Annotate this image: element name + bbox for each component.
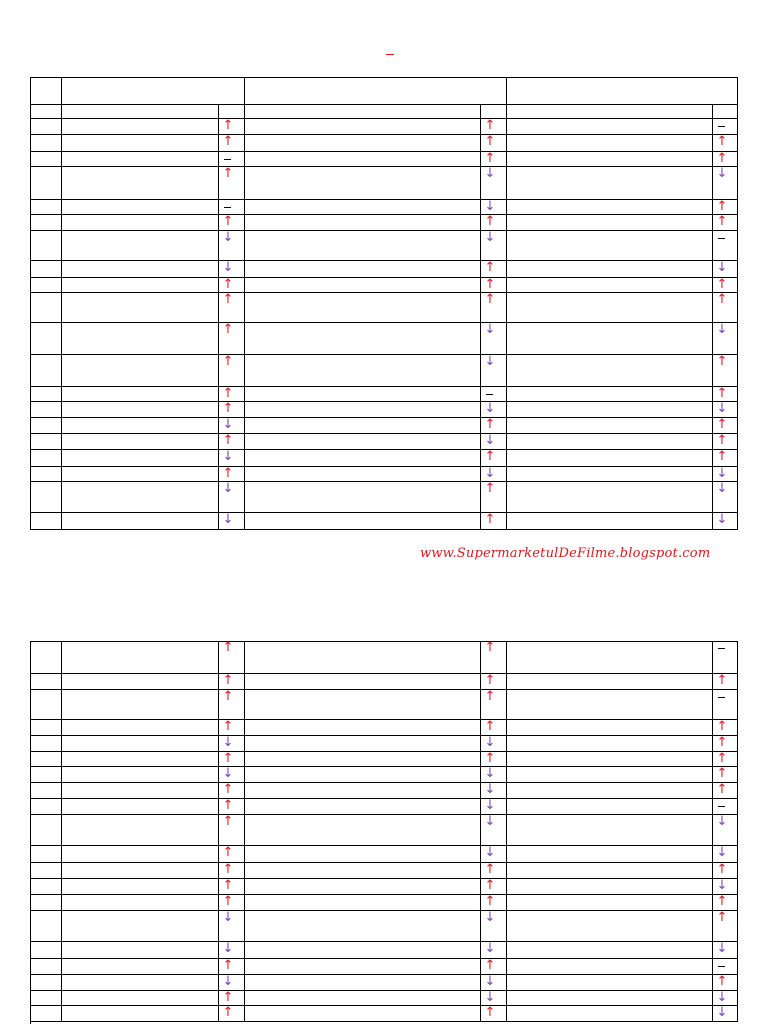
table-1	[30, 77, 738, 529]
arrow-down-icon: ↓	[716, 481, 728, 496]
table-row	[30, 690, 738, 720]
table-row	[30, 752, 738, 767]
dash-icon	[718, 648, 725, 649]
arrow-down-icon: ↓	[716, 401, 728, 416]
column-divider	[244, 77, 245, 530]
arrow-up-icon: ↑	[484, 512, 496, 527]
dash-icon	[224, 207, 231, 208]
arrow-up-icon: ↑	[484, 719, 496, 734]
arrow-up-icon: ↑	[484, 1005, 496, 1020]
table-row	[30, 119, 738, 135]
arrow-up-icon: ↑	[222, 990, 234, 1005]
arrow-up-icon: ↑	[484, 151, 496, 166]
arrow-up-icon: ↑	[484, 673, 496, 688]
arrow-up-icon: ↑	[222, 322, 234, 337]
arrow-up-icon: ↑	[222, 277, 234, 292]
table-row	[30, 799, 738, 815]
arrow-down-icon: ↓	[716, 845, 728, 860]
arrow-down-icon: ↓	[222, 910, 234, 925]
arrow-down-icon: ↓	[484, 466, 496, 481]
arrow-up-icon: ↑	[222, 798, 234, 813]
arrow-up-icon: ↑	[484, 214, 496, 229]
table-row	[30, 293, 738, 323]
column-divider	[480, 105, 481, 530]
table-row	[30, 783, 738, 799]
arrow-down-icon: ↓	[716, 878, 728, 893]
arrow-up-icon: ↑	[222, 118, 234, 133]
arrow-up-icon: ↑	[716, 673, 728, 688]
dash-icon	[718, 126, 725, 127]
arrow-up-icon: ↑	[222, 354, 234, 369]
arrow-up-icon: ↑	[484, 878, 496, 893]
column-divider	[218, 105, 219, 530]
table-row	[30, 674, 738, 690]
arrow-up-icon: ↑	[484, 894, 496, 909]
arrow-up-icon: ↑	[484, 481, 496, 496]
arrow-up-icon: ↑	[222, 751, 234, 766]
arrow-up-icon: ↑	[716, 277, 728, 292]
arrow-down-icon: ↓	[222, 260, 234, 275]
arrow-down-icon: ↓	[484, 941, 496, 956]
table-row	[30, 467, 738, 482]
table-row	[30, 767, 738, 783]
arrow-up-icon: ↑	[222, 845, 234, 860]
watermark-link[interactable]: www.SupermarketulDeFilme.blogspot.com	[420, 546, 711, 561]
arrow-down-icon: ↓	[484, 322, 496, 337]
arrow-up-icon: ↑	[716, 974, 728, 989]
column-divider	[506, 641, 507, 1022]
table-row	[30, 942, 738, 959]
arrow-down-icon: ↓	[716, 990, 728, 1005]
arrow-up-icon: ↑	[222, 878, 234, 893]
arrow-down-icon: ↓	[716, 166, 728, 181]
arrow-up-icon: ↑	[222, 894, 234, 909]
arrow-down-icon: ↓	[484, 814, 496, 829]
arrow-up-icon: ↑	[222, 1005, 234, 1020]
arrow-down-icon: ↓	[484, 354, 496, 369]
arrow-up-icon: ↑	[716, 751, 728, 766]
dash-icon	[718, 238, 725, 239]
arrow-up-icon: ↑	[716, 910, 728, 925]
arrow-up-icon: ↑	[222, 640, 234, 655]
arrow-up-icon: ↑	[484, 958, 496, 973]
arrow-up-icon: ↑	[222, 814, 234, 829]
arrow-down-icon: ↓	[716, 1005, 728, 1020]
arrow-down-icon: ↓	[484, 735, 496, 750]
arrow-up-icon: ↑	[222, 719, 234, 734]
arrow-up-icon: ↑	[222, 466, 234, 481]
arrow-down-icon: ↓	[716, 512, 728, 527]
table-row	[30, 387, 738, 402]
table-row	[30, 1006, 738, 1022]
arrow-up-icon: ↑	[716, 354, 728, 369]
table-row	[30, 434, 738, 450]
arrow-up-icon: ↑	[484, 277, 496, 292]
arrow-down-icon: ↓	[484, 230, 496, 245]
column-divider	[737, 641, 738, 1022]
table-row	[30, 152, 738, 167]
table-row	[30, 135, 738, 152]
arrow-up-icon: ↑	[222, 214, 234, 229]
arrow-up-icon: ↑	[222, 958, 234, 973]
arrow-down-icon: ↓	[484, 990, 496, 1005]
column-divider	[712, 641, 713, 1022]
arrow-up-icon: ↑	[222, 386, 234, 401]
table-row	[30, 720, 738, 736]
arrow-up-icon: ↑	[222, 166, 234, 181]
arrow-up-icon: ↑	[484, 260, 496, 275]
table-row	[30, 418, 738, 434]
arrow-down-icon: ↓	[484, 199, 496, 214]
arrow-down-icon: ↓	[222, 230, 234, 245]
arrow-down-icon: ↓	[716, 814, 728, 829]
arrow-up-icon: ↑	[484, 640, 496, 655]
arrow-up-icon: ↑	[484, 292, 496, 307]
arrow-down-icon: ↓	[716, 466, 728, 481]
arrow-up-icon: ↑	[222, 401, 234, 416]
arrow-up-icon: ↑	[716, 386, 728, 401]
arrow-up-icon: ↑	[484, 417, 496, 432]
arrow-down-icon: ↓	[484, 433, 496, 448]
table-row	[30, 513, 738, 530]
table-row	[30, 911, 738, 942]
table-row	[30, 231, 738, 261]
column-divider	[30, 77, 31, 530]
arrow-down-icon: ↓	[222, 941, 234, 956]
table-row	[30, 323, 738, 355]
arrow-down-icon: ↓	[222, 735, 234, 750]
table-row	[30, 879, 738, 895]
arrow-up-icon: ↑	[222, 689, 234, 704]
table-row	[30, 736, 738, 752]
arrow-up-icon: ↑	[716, 151, 728, 166]
arrow-down-icon: ↓	[222, 512, 234, 527]
title-mark	[386, 54, 394, 55]
arrow-up-icon: ↑	[716, 134, 728, 149]
arrow-up-icon: ↑	[222, 782, 234, 797]
column-divider	[61, 641, 62, 1022]
arrow-down-icon: ↓	[222, 481, 234, 496]
arrow-down-icon: ↓	[484, 910, 496, 925]
arrow-up-icon: ↑	[222, 134, 234, 149]
arrow-up-icon: ↑	[716, 862, 728, 877]
arrow-up-icon: ↑	[716, 735, 728, 750]
arrow-up-icon: ↑	[716, 199, 728, 214]
column-divider	[480, 641, 481, 1022]
table-row	[30, 641, 738, 674]
arrow-down-icon: ↓	[222, 766, 234, 781]
arrow-up-icon: ↑	[716, 449, 728, 464]
column-divider	[737, 77, 738, 530]
arrow-down-icon: ↓	[716, 322, 728, 337]
dash-icon	[718, 966, 725, 967]
arrow-up-icon: ↑	[716, 417, 728, 432]
table-row	[30, 450, 738, 467]
table-row	[30, 167, 738, 200]
column-divider	[61, 77, 62, 530]
table-row	[30, 991, 738, 1006]
arrow-up-icon: ↑	[716, 894, 728, 909]
table-row	[30, 975, 738, 991]
table-row	[30, 355, 738, 387]
arrow-down-icon: ↓	[484, 845, 496, 860]
arrow-up-icon: ↑	[716, 782, 728, 797]
table-header-row	[30, 77, 738, 105]
table-row	[30, 846, 738, 863]
arrow-up-icon: ↑	[484, 862, 496, 877]
table-subheader-row	[30, 105, 738, 119]
table-row	[30, 863, 738, 879]
arrow-up-icon: ↑	[716, 433, 728, 448]
arrow-up-icon: ↑	[484, 134, 496, 149]
arrow-down-icon: ↓	[484, 798, 496, 813]
arrow-down-icon: ↓	[484, 166, 496, 181]
arrow-up-icon: ↑	[716, 719, 728, 734]
table-row	[30, 215, 738, 231]
arrow-down-icon: ↓	[222, 417, 234, 432]
column-divider	[244, 641, 245, 1022]
table-2	[30, 641, 738, 1024]
dash-icon	[224, 159, 231, 160]
arrow-up-icon: ↑	[484, 751, 496, 766]
arrow-down-icon: ↓	[484, 766, 496, 781]
arrow-down-icon: ↓	[222, 449, 234, 464]
arrow-down-icon: ↓	[716, 941, 728, 956]
arrow-down-icon: ↓	[484, 401, 496, 416]
table-row	[30, 200, 738, 215]
arrow-up-icon: ↑	[716, 766, 728, 781]
arrow-up-icon: ↑	[484, 689, 496, 704]
arrow-down-icon: ↓	[222, 974, 234, 989]
column-divider	[218, 641, 219, 1022]
column-divider	[712, 105, 713, 530]
table-row	[30, 402, 738, 418]
arrow-up-icon: ↑	[716, 292, 728, 307]
arrow-up-icon: ↑	[222, 673, 234, 688]
table-row	[30, 815, 738, 846]
arrow-down-icon: ↓	[484, 974, 496, 989]
arrow-up-icon: ↑	[484, 449, 496, 464]
dash-icon	[718, 806, 725, 807]
arrow-up-icon: ↑	[222, 433, 234, 448]
arrow-down-icon: ↓	[484, 782, 496, 797]
table-row	[30, 261, 738, 278]
arrow-up-icon: ↑	[484, 118, 496, 133]
table-row	[30, 895, 738, 911]
dash-icon	[718, 697, 725, 698]
column-divider	[506, 77, 507, 530]
table-row	[30, 959, 738, 975]
arrow-down-icon: ↓	[716, 260, 728, 275]
arrow-up-icon: ↑	[222, 862, 234, 877]
dash-icon	[486, 394, 493, 395]
table-row	[30, 278, 738, 293]
column-divider	[30, 641, 31, 1022]
table-row	[30, 482, 738, 513]
arrow-up-icon: ↑	[716, 214, 728, 229]
arrow-up-icon: ↑	[222, 292, 234, 307]
